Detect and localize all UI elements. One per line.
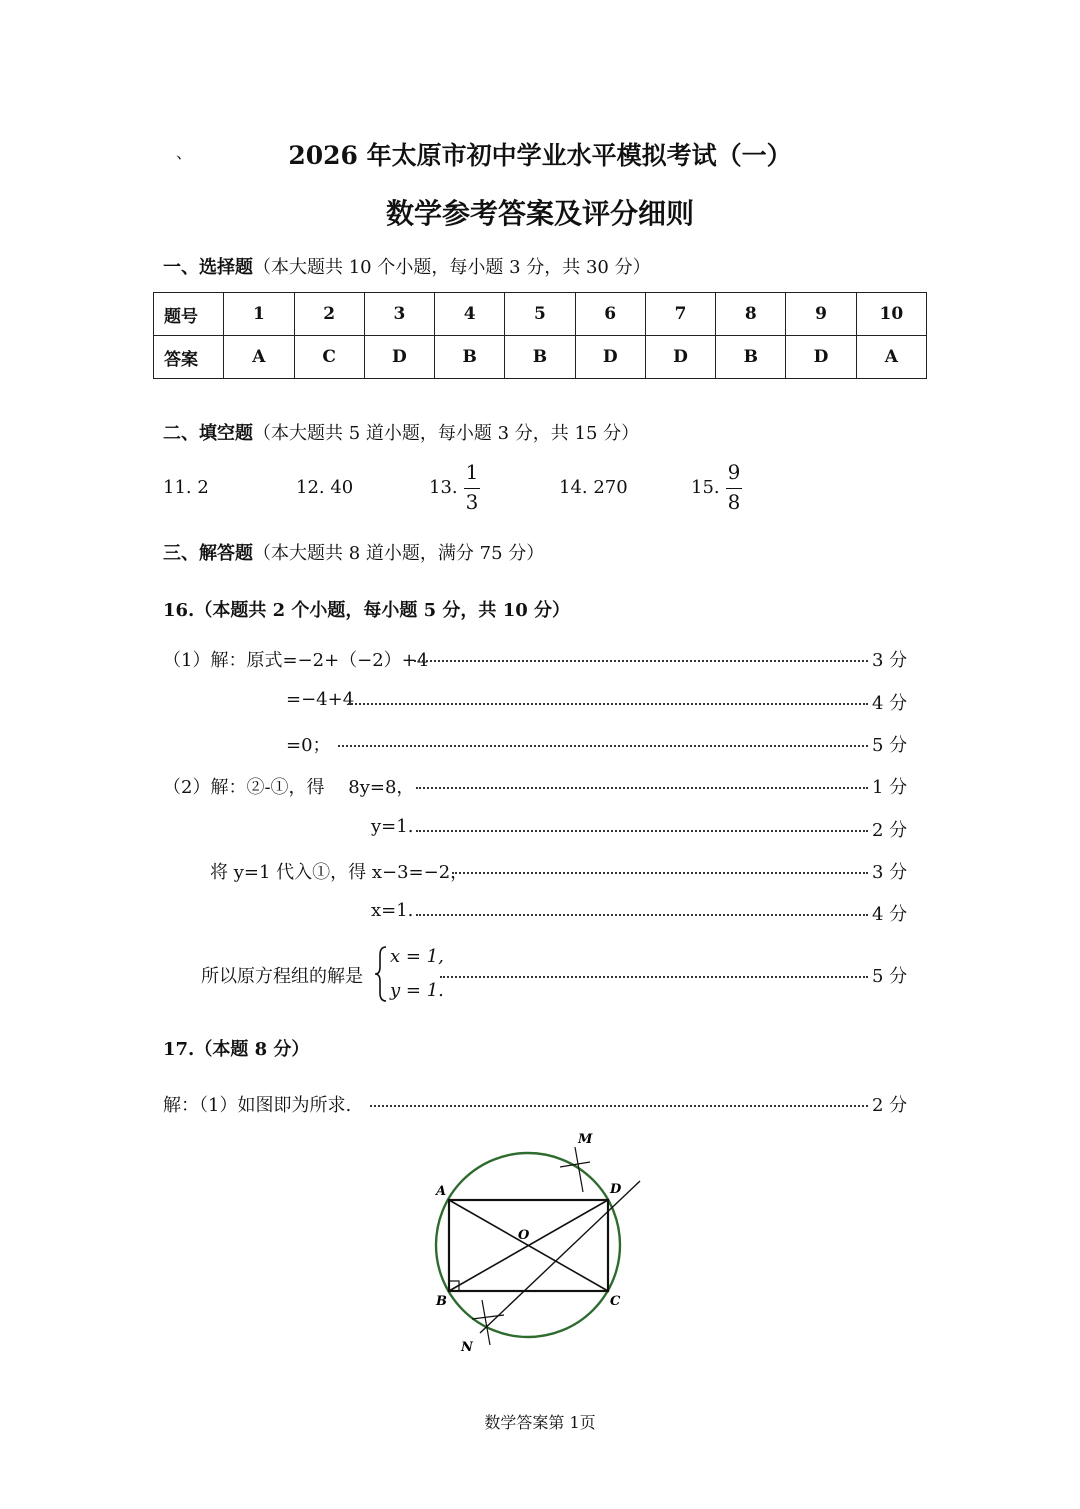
q16-step: =0； bbox=[286, 735, 331, 756]
section1-title: 一、选择题 bbox=[163, 257, 253, 278]
table-row-answers bbox=[154, 336, 927, 379]
table-cell-number: 5 bbox=[505, 293, 575, 336]
section3-title: 三、解答题 bbox=[163, 543, 253, 564]
answer-table bbox=[153, 292, 927, 379]
dot-leader bbox=[414, 660, 868, 662]
answer-14: 14. 270 bbox=[559, 477, 628, 498]
q16-step: 将 y=1 代入①，得 x−3=−2， bbox=[210, 862, 469, 883]
table-cell-answer: D bbox=[575, 336, 645, 379]
score-label: 3 分 bbox=[872, 862, 908, 883]
dot-leader bbox=[452, 872, 868, 874]
table-cell-number: 2 bbox=[294, 293, 364, 336]
point-label-c: C bbox=[610, 1294, 621, 1309]
answer-13-denominator: 3 bbox=[465, 490, 479, 514]
table-cell-answer: A bbox=[856, 336, 926, 379]
system-equation-y: y = 1. bbox=[390, 980, 444, 1001]
section2-note: （本大题共 5 道小题，每小题 3 分，共 15 分） bbox=[253, 423, 640, 444]
answer-12: 12. 40 bbox=[296, 477, 354, 498]
q16-step: y=1. bbox=[371, 816, 414, 837]
page-title: 2026 年太原市初中学业水平模拟考试（一） bbox=[288, 141, 792, 170]
table-cell-number: 1 bbox=[224, 293, 294, 336]
section3-heading bbox=[163, 539, 544, 565]
score-label: 5 分 bbox=[872, 735, 908, 756]
dot-leader bbox=[348, 703, 868, 705]
point-label-a: A bbox=[436, 1184, 447, 1199]
table-cell-number: 4 bbox=[435, 293, 505, 336]
answer-15-denominator: 8 bbox=[727, 490, 741, 514]
system-equation-x: x = 1, bbox=[390, 946, 444, 967]
score-label: 2 分 bbox=[872, 820, 908, 841]
q16-step: （1）解：原式=−2+（−2）+4 bbox=[163, 650, 429, 671]
dot-leader bbox=[416, 914, 868, 916]
table-cell-answer: C bbox=[294, 336, 364, 379]
arc-mark-n bbox=[482, 1300, 490, 1345]
q16-conclusion: 所以原方程组的解是 bbox=[201, 966, 363, 987]
q16-step: （2）解：②-①，得 8y=8， bbox=[163, 777, 415, 798]
point-label-m: M bbox=[578, 1132, 593, 1147]
score-label: 2 分 bbox=[872, 1095, 908, 1116]
table-cell-answer: B bbox=[505, 336, 575, 379]
table-cell-number: 9 bbox=[786, 293, 856, 336]
point-label-d: D bbox=[610, 1182, 622, 1197]
table-cell-number: 7 bbox=[645, 293, 715, 336]
table-cell-answer: D bbox=[364, 336, 434, 379]
q17-heading: 17.（本题 8 分） bbox=[163, 1039, 310, 1060]
arc-mark-n bbox=[472, 1315, 504, 1319]
table-cell-number: 10 bbox=[856, 293, 926, 336]
perpendicular-bisector-mn bbox=[480, 1181, 640, 1333]
section2-heading bbox=[163, 419, 639, 445]
table-cell-answer: D bbox=[645, 336, 715, 379]
page-subtitle: 数学参考答案及评分细则 bbox=[385, 197, 694, 230]
table-row-label: 答案 bbox=[154, 336, 224, 379]
answer-13-label: 13. bbox=[429, 477, 458, 498]
q16-step: =−4+4 bbox=[286, 689, 355, 710]
answer-15-numerator: 9 bbox=[727, 460, 741, 484]
section1-heading bbox=[163, 253, 651, 279]
q17-step: 解：（1）如图即为所求. bbox=[163, 1095, 352, 1116]
dot-leader bbox=[338, 745, 868, 747]
score-label: 5 分 bbox=[872, 966, 908, 987]
answer-11: 11. 2 bbox=[163, 477, 209, 498]
answer-15-label: 15. bbox=[691, 477, 720, 498]
dot-leader bbox=[370, 1105, 868, 1107]
table-cell-answer: B bbox=[716, 336, 786, 379]
point-label-n: N bbox=[461, 1340, 473, 1355]
answer-15-fraction-bar bbox=[726, 488, 742, 489]
table-cell-answer: D bbox=[786, 336, 856, 379]
table-cell-number: 8 bbox=[716, 293, 786, 336]
stray-mark: 、 bbox=[176, 143, 193, 162]
point-label-o: O bbox=[518, 1228, 530, 1243]
q16-heading: 16.（本题共 2 个小题，每小题 5 分，共 10 分） bbox=[163, 600, 571, 621]
answer-13-numerator: 1 bbox=[465, 460, 479, 484]
section2-title: 二、填空题 bbox=[163, 423, 253, 444]
left-brace-icon bbox=[374, 945, 388, 1003]
point-label-b: B bbox=[436, 1294, 447, 1309]
table-cell-number: 3 bbox=[364, 293, 434, 336]
table-cell-answer: A bbox=[224, 336, 294, 379]
table-row-label: 题号 bbox=[154, 293, 224, 336]
dot-leader bbox=[416, 787, 868, 789]
table-cell-number: 6 bbox=[575, 293, 645, 336]
q16-step: x=1. bbox=[371, 900, 414, 921]
table-cell-answer: B bbox=[435, 336, 505, 379]
geometry-figure bbox=[420, 1125, 660, 1360]
table-row-numbers bbox=[154, 293, 927, 336]
dot-leader bbox=[440, 976, 868, 978]
answer-13-fraction-bar bbox=[464, 488, 480, 489]
section1-note: （本大题共 10 个小题，每小题 3 分，共 30 分） bbox=[253, 257, 651, 278]
section3-note: （本大题共 8 道小题，满分 75 分） bbox=[253, 543, 545, 564]
score-label: 4 分 bbox=[872, 693, 908, 714]
dot-leader bbox=[416, 830, 868, 832]
score-label: 4 分 bbox=[872, 904, 908, 925]
score-label: 3 分 bbox=[872, 650, 908, 671]
score-label: 1 分 bbox=[872, 777, 908, 798]
page-footer: 数学答案第 1页 bbox=[484, 1413, 596, 1432]
